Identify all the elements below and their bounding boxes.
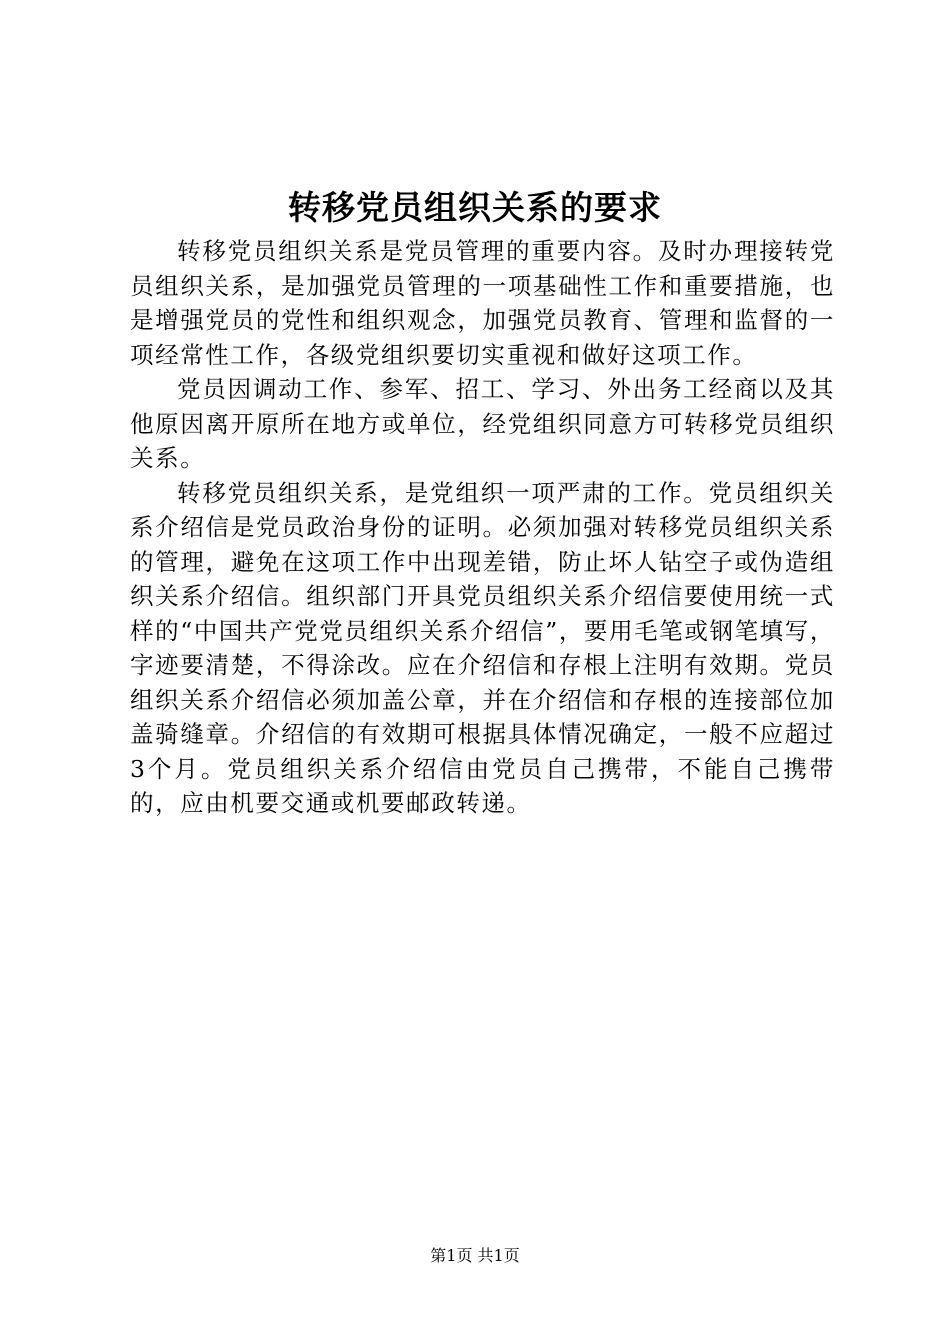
paragraph-3: 转移党员组织关系，是党组织一项严肃的工作。党员组织关系介绍信是党员政治身份的证明。必须加强对转移党员组织关系的管理，避免在这项工作中出现差错，防止坏人钻空子或伪造组织关系介绍信。组织部门开具党员组织关系介绍信要使用统一式样的“中国共产党党员组织关系介绍信”，要用毛笔或钢笔填写，字迹要清楚，不得涂改。应在介绍信和存根上注明有效期。党员组织关系介绍信必须加盖公章，并在介绍信和存根的连接部位加盖骑缝章。介绍信的有效期可根据具体情况确定，一般不应超过3个月。党员组织关系介绍信由党员自己携带，不能自己携带的，应由机要交通或机要邮政转递。 xyxy=(130,478,835,817)
paragraph-2: 党员因调动工作、参军、招工、学习、外出务工经商以及其他原因离开原所在地方或单位，经党组织同意方可转移党员组织关系。 xyxy=(130,375,835,472)
document-title: 转移党员组织关系的要求 xyxy=(288,188,662,227)
document-body xyxy=(130,234,835,821)
paragraph-1: 转移党员组织关系是党员管理的重要内容。及时办理接转党员组织关系，是加强党员管理的一项基础性工作和重要措施，也是增强党员的党性和组织观念，加强党员教育、管理和监督的一项经常性工作，各级党组织要切实重视和做好这项工作。 xyxy=(130,237,835,369)
page-footer: 第1页 共1页 xyxy=(430,1246,520,1265)
